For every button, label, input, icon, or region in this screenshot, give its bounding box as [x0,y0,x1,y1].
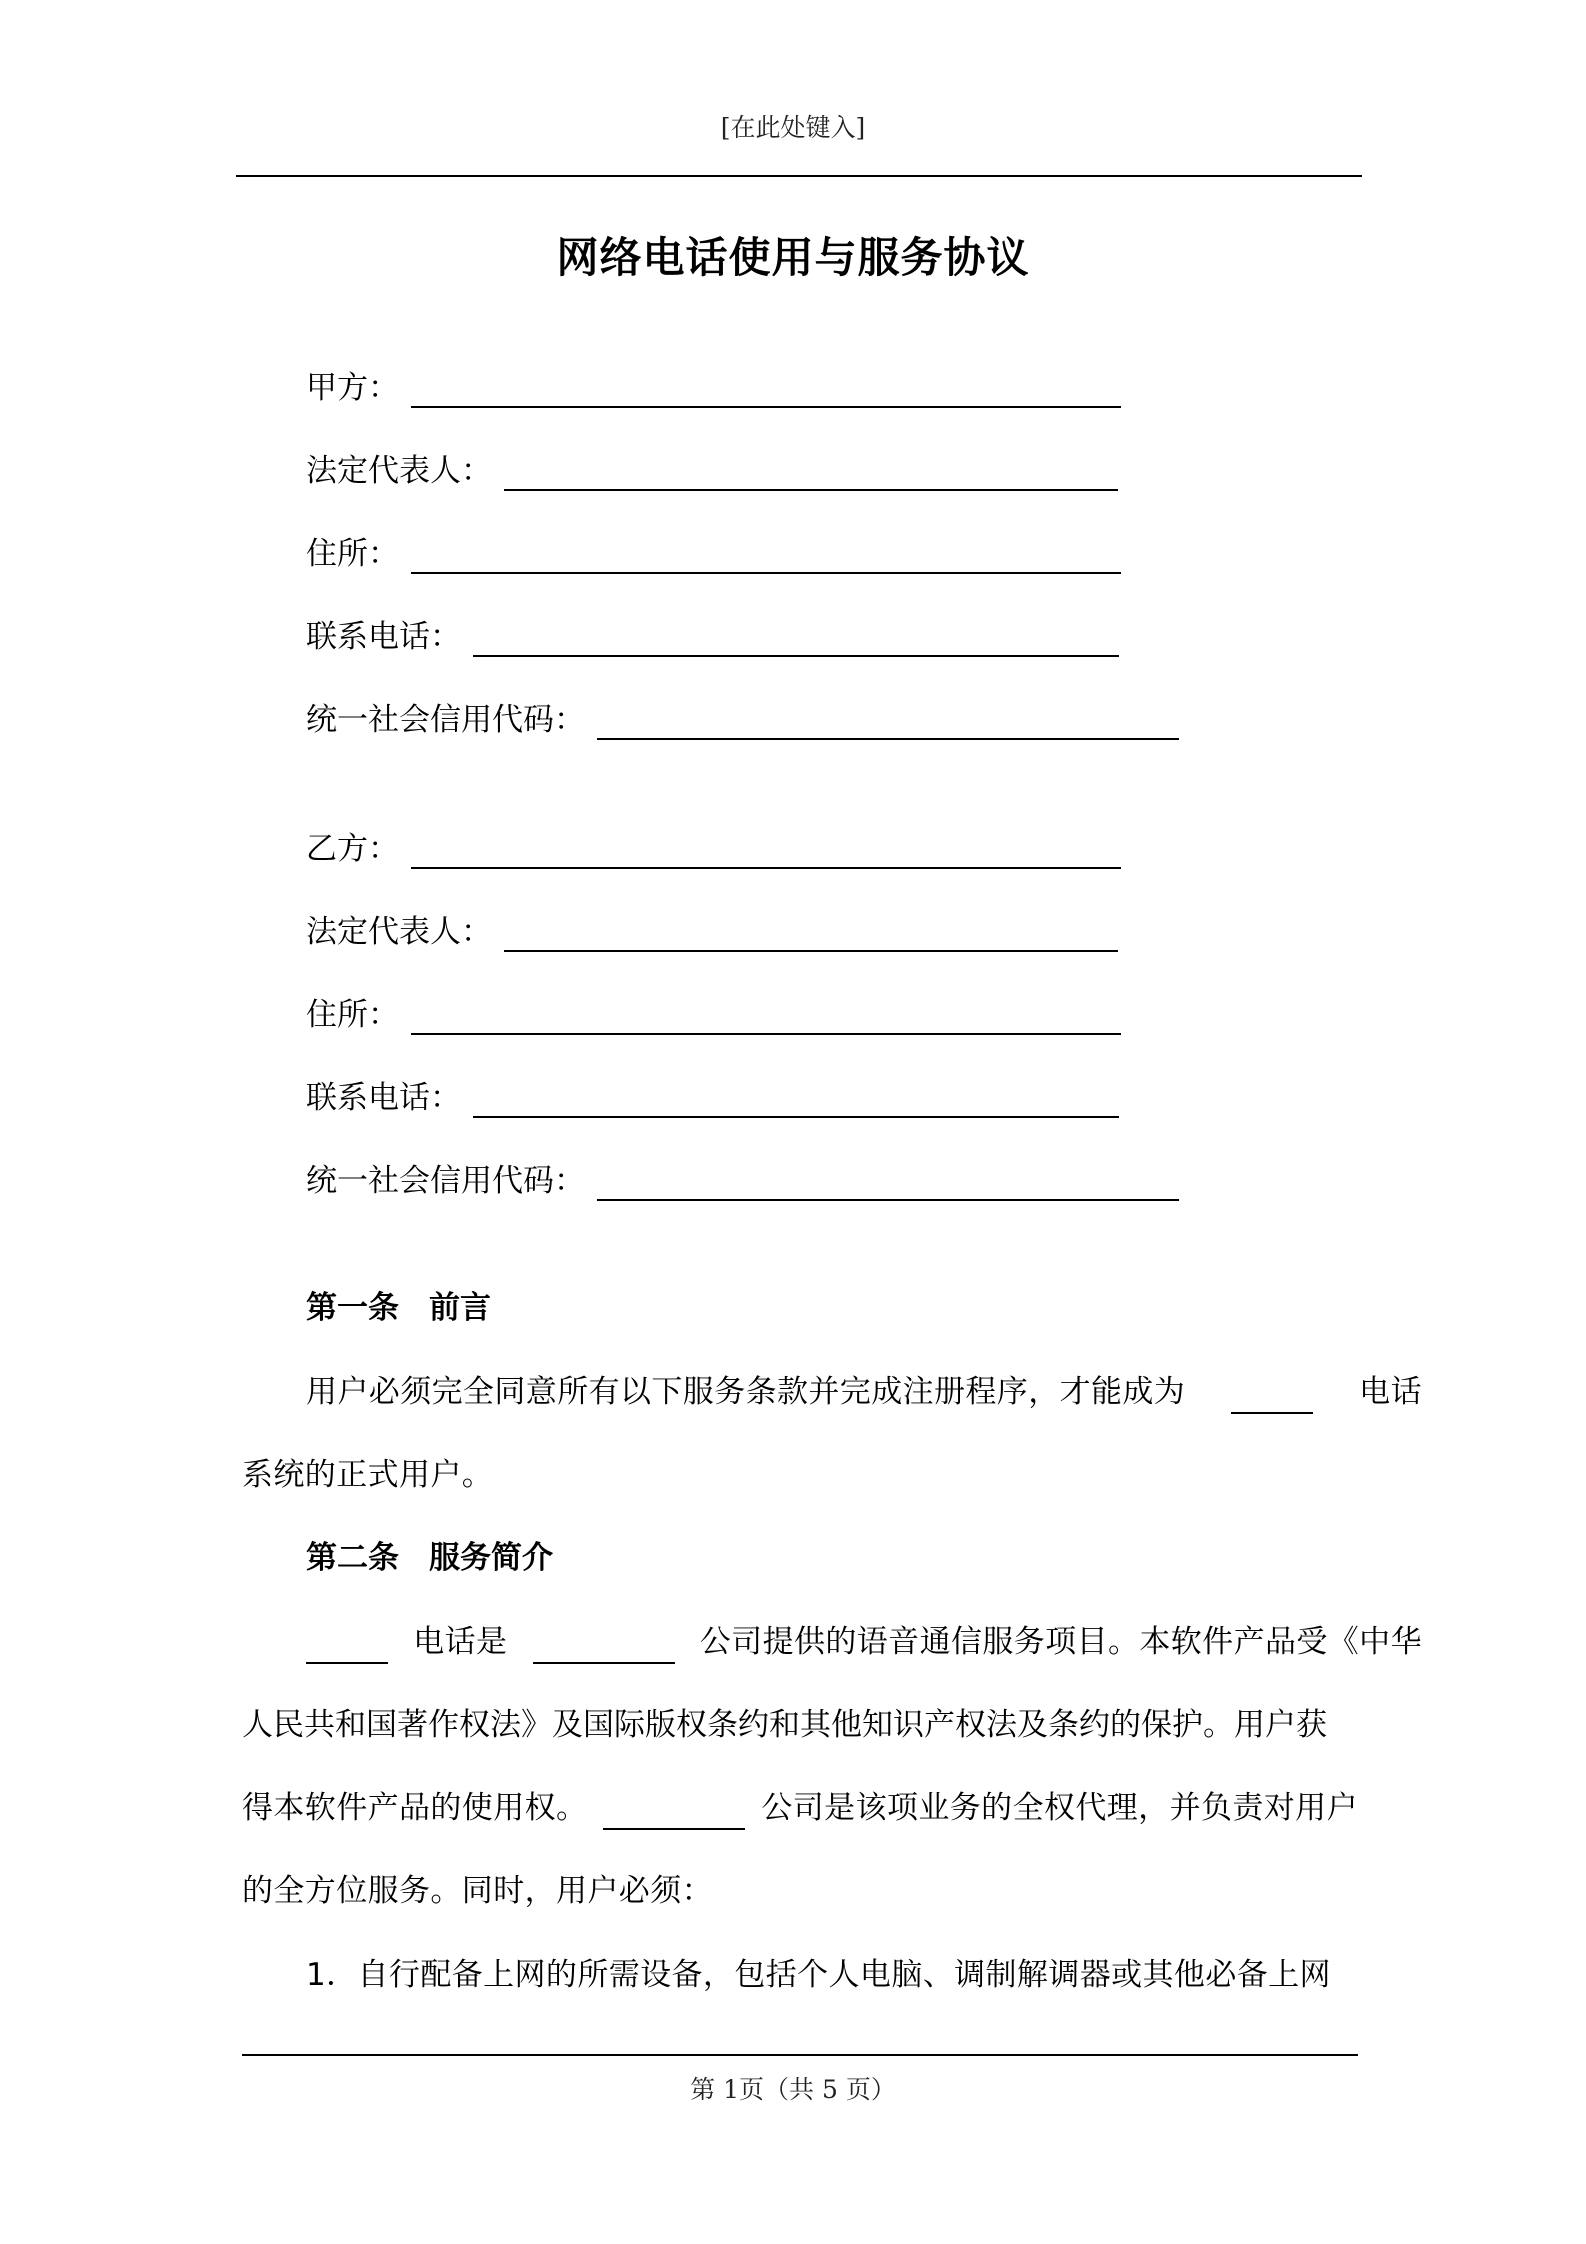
article-2-item-1: 1．自行配备上网的所需设备，包括个人电脑、调制解调器或其他必备上网 [306,1957,1331,1993]
party-a-rep-label: 法定代表人： [306,453,492,489]
party-a-rep-field [306,449,1118,493]
party-b-credit-code-label: 统一社会信用代码： [306,1163,585,1199]
page-footer: 第 1页（共 5 页） [690,2075,896,2104]
article-1-line-2: 系统的正式用户。 [242,1457,494,1493]
article-2-line-3 [242,1786,1358,1830]
party-b-rep-label: 法定代表人： [306,914,492,950]
party-a-address-blank[interactable] [411,542,1121,574]
party-b-name-label: 乙方： [306,831,399,867]
document-title: 网络电话使用与服务协议 [556,233,1030,282]
party-b-address-field [306,993,1121,1037]
article-1-line-1 [242,1370,1422,1414]
article-2-line-1-b: 公司提供的语音通信服务项目。本软件产品受《中华 [699,1624,1422,1660]
article-2-title: 服务简介 [429,1540,553,1576]
party-a-address-label: 住所： [306,536,399,572]
article-2-number: 第二条 [306,1540,399,1576]
party-b-name-field [306,827,1121,871]
party-b-phone-blank[interactable] [473,1086,1119,1118]
article-1-line-1-text: 用户必须完全同意所有以下服务条款并完成注册程序，才能成为 [306,1374,1186,1410]
party-b-name-blank[interactable] [411,837,1121,869]
page-header: [在此处键入] [720,113,866,142]
party-a-rep-blank[interactable] [504,459,1118,491]
party-b-address-label: 住所： [306,997,399,1033]
party-a-name-field [306,366,1121,410]
party-a-name-blank[interactable] [411,376,1121,408]
article-2-blank-2[interactable] [533,1632,675,1664]
footer-divider [242,2054,1358,2056]
party-b-rep-blank[interactable] [504,920,1118,952]
party-b-credit-code-field [306,1159,1179,1203]
party-b-address-blank[interactable] [411,1003,1121,1035]
article-2-line-3-a: 得本软件产品的使用权。 [242,1790,588,1826]
party-a-phone-blank[interactable] [473,625,1119,657]
article-1-number: 第一条 [306,1290,399,1326]
article-1-blank-1[interactable] [1231,1382,1313,1414]
article-1-title: 前言 [429,1290,491,1326]
party-a-credit-code-field [306,698,1179,742]
party-a-name-label: 甲方： [306,370,399,406]
header-divider [236,175,1362,177]
party-b-phone-label: 联系电话： [306,1080,461,1116]
article-2-line-1 [242,1620,1422,1664]
party-a-phone-label: 联系电话： [306,619,461,655]
party-a-credit-code-label: 统一社会信用代码： [306,702,585,738]
article-2-line-3-b: 公司是该项业务的全权代理，并负责对用户 [761,1790,1358,1826]
article-1-heading [306,1286,491,1330]
article-2-line-4: 的全方位服务。同时，用户必须： [242,1873,713,1909]
article-2-heading [306,1536,553,1580]
article-2-line-2: 人民共和国著作权法》及国际版权条约和其他知识产权法及条约的保护。用户获 [242,1707,1327,1743]
article-1-line-1-end: 电话 [1359,1374,1422,1410]
party-a-address-field [306,532,1121,576]
article-2-blank-1[interactable] [306,1632,388,1664]
article-2-blank-3[interactable] [603,1798,745,1830]
party-a-credit-code-blank[interactable] [597,708,1179,740]
party-b-phone-field [306,1076,1119,1120]
party-b-rep-field [306,910,1118,954]
party-b-credit-code-blank[interactable] [597,1169,1179,1201]
party-a-phone-field [306,615,1119,659]
article-2-line-1-a: 电话是 [413,1624,508,1660]
